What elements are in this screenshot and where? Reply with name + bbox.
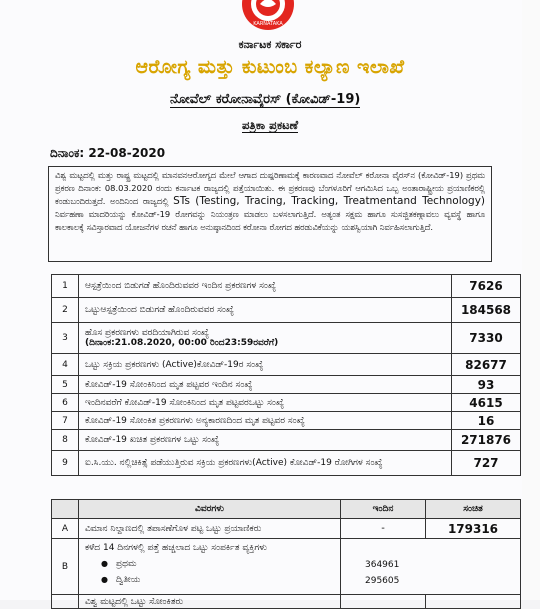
contact-secondary-value: 295605 bbox=[365, 575, 400, 586]
intro-part-2: STs (Testing, Tracing, Tracking, Treatmentand Technology) bbox=[173, 195, 486, 207]
header-blank bbox=[52, 500, 79, 519]
press-release-text: ಪತ್ರಿಕಾ ಪ್ರಕಟಣೆ bbox=[241, 118, 299, 132]
row-number: 2 bbox=[52, 298, 79, 323]
table-row bbox=[52, 595, 521, 609]
intro-part-3: ನಿರ್ವಹಣಾ ಮಾದರಿಯನ್ನು ಕೋವಿಡ್-19 ರೋಗವನ್ನು ನಿಯಂತ್ರಣ ಮಾಡಲು ಬಳಸಲಾಗುತ್ತಿದೆ. ಅತ್ಯಂತ ಸಕ್ಷಮ ಹಾಗೂ ಸುಸಜ್ಜಿತಕಣ್ಗಾವಲು ವ್ಯವಸ್ಥೆ ಹಾಗೂ ಕಾಲಕಾಲಕ್ಕೆ ಸವಿಸ್ತಾರವಾದ ಯೋಜನೆಗಳ ರಚನೆ ಹಾಗೂ ಅನುಷ್ಠಾನದಿಂದ ಕರೋನಾ ರೋಗದ ಹರಡುವಿಕೆಯನ್ನು ಯಶಸ್ವಿಯಾಗಿ ನಿರ್ವಹಿಸಲಾಗುತ್ತಿದೆ. bbox=[55, 209, 485, 232]
release-date: ದಿನಾಂಕ: 22-08-2020 bbox=[50, 146, 166, 160]
emblem-text: KARNATAKA bbox=[253, 21, 283, 27]
row-value: 4615 bbox=[452, 394, 521, 412]
row-number: 3 bbox=[52, 323, 79, 354]
covid-stats-table bbox=[51, 274, 521, 476]
table-row bbox=[52, 354, 521, 376]
row-number: 5 bbox=[52, 376, 79, 394]
row-value: 7330 bbox=[452, 323, 521, 354]
row-total bbox=[426, 595, 521, 609]
intro-part-1: ವಿಶ್ವ ಮಟ್ಟದಲ್ಲಿ ಮತ್ತು ರಾಷ್ಟ್ರ ಮಟ್ಟದಲ್ಲಿ ಮಾನವನಆರೋಗ್ಯದ ಮೇಲೆ ಆಗಾದ ದುಷ್ಪರಿಣಾಮಕ್ಕೆ ಕಾರಣವಾದ ನೋವೆಲ್ ಕರೋನಾ ವೈರಸ್‌ನ (ಕೋವಿಡ್-19) ಪ್ರಥಮ ಪ್ರಕರಣ ದಿನಾಂಕ: 08.03.2020 ರಂದು ಕರ್ನಾಟಕ ರಾಜ್ಯದಲ್ಲಿ ಪತ್ತೆಯಾಯಿತು. ಈ ಪ್ರಕರಣವು ಬೆಂಗಳೂರಿಗೆ ಆಗಮಿಸಿದ ಒಬ್ಬ ಅಂತಾರಾಷ್ಟ್ರೀಯ ಪ್ರಯಾಣಿಕರಲ್ಲಿ ಕಂಡುಬಂದಿರುತ್ತದೆ. ಅಂದಿನಿಂದ ರಾಜ್ಯದಲ್ಲಿ bbox=[55, 170, 485, 206]
row-label: ಇಂದಿನವರೆಗೆ ಕೋವಿಡ್-19 ಸೋಂಕಿನಿಂದ ಮೃತ ಪಟ್ಟವರಒಟ್ಟು ಸಂಖ್ಯೆ bbox=[79, 394, 452, 412]
header-details: ವಿವರಗಳು bbox=[79, 500, 341, 519]
table-row bbox=[52, 275, 521, 298]
table-row bbox=[52, 376, 521, 394]
row-number: 6 bbox=[52, 394, 79, 412]
row-value: 82677 bbox=[452, 354, 521, 376]
bullet-list bbox=[101, 559, 334, 585]
row-value: 271876 bbox=[452, 430, 521, 451]
table-row bbox=[52, 298, 521, 323]
subject-title bbox=[170, 92, 360, 107]
row-value: 184568 bbox=[452, 298, 521, 323]
row-label: ಕೋವಿಡ್-19 ಸೋಂಕಿತ ಪ್ರಕರಣಗಳು ಅನ್ಯಕಾರಣದಿಂದ ಮೃತ ಪಟ್ಟವರ ಸಂಖ್ಯೆ bbox=[79, 412, 452, 430]
row-label: ಒಟ್ಟುಆಸ್ಪತ್ರೆಯಿಂದ ಬಿಡುಗಡೆ ಹೊಂದಿರುವವರ ಸಂಖ್ಯೆ bbox=[79, 298, 452, 323]
row-label: ವಿಶ್ವ ಮಟ್ಟದಲ್ಲಿ ಒಟ್ಟು ಸೋಂಕಿತರು bbox=[79, 595, 341, 609]
contact-primary-value: 364961 bbox=[365, 559, 400, 570]
list-item: ● ಪ್ರಥಮ bbox=[101, 559, 334, 569]
row-value: 16 bbox=[452, 412, 521, 430]
header-total: ಸಂಚಿತ bbox=[426, 500, 521, 519]
row-label: ಕಳೆದ 14 ದಿನಗಳಲ್ಲಿ ಪತ್ತೆ ಹಚ್ಚಲಾದ ಒಟ್ಟು ಸಂಪರ್ಕಿತ ವ್ಯಕ್ತಿಗಳು bbox=[85, 542, 267, 553]
row-values bbox=[341, 539, 521, 595]
row-number: 7 bbox=[52, 412, 79, 430]
table-row bbox=[52, 412, 521, 430]
row-number: 8 bbox=[52, 430, 79, 451]
row-value: 7626 bbox=[452, 275, 521, 298]
department-title: ಆರೋಗ್ಯ ಮತ್ತು ಕುಟುಂಬ ಕಲ್ಯಾಣ ಇಲಾಖೆ bbox=[135, 56, 405, 78]
row-label: ಒಟ್ಟು ಸಕ್ರಿಯ ಪ್ರಕರಣಗಳು (Active)ಕೋವಿಡ್-19ರ ಸಂಖ್ಯೆ bbox=[79, 354, 452, 376]
header-today: ಇಂದಿನ bbox=[341, 500, 426, 519]
list-item: ● ದ್ವಿತೀಯ bbox=[101, 575, 334, 585]
row-number: 4 bbox=[52, 354, 79, 376]
row-label: ಐ.ಸಿ.ಯು. ನಲ್ಲಿಚಿಕಿತ್ಸೆ ಪಡೆಯುತ್ತಿರುವ ಸಕ್ರಿಯ ಪ್ರಕರಣಗಳು(Active) ಕೋವಿಡ್-19 ರೋಗಿಗಳ ಸಂಖ್ಯೆ bbox=[79, 451, 452, 476]
table-row bbox=[52, 430, 521, 451]
row-letter bbox=[52, 595, 79, 609]
spacer bbox=[365, 545, 514, 557]
row-label: ಕೋವಿಡ್-19 ಖಚಿತ ಪ್ರಕರಣಗಳ ಒಟ್ಟು ಸಂಖ್ಯೆ bbox=[79, 430, 452, 451]
row-label: ಹೊಸ ಪ್ರಕರಣಗಳು ವರದಿಯಾಗಿರುವ ಸಂಖ್ಯೆ bbox=[85, 328, 210, 338]
page-edge bbox=[522, 0, 540, 600]
press-release-heading bbox=[0, 118, 540, 133]
row-label-date: (ದಿನಾಂಕ:21.08.2020, 00:00 ರಿಂದ23:59ರವರೆಗೆ) bbox=[85, 338, 279, 348]
row-letter: A bbox=[52, 519, 79, 539]
row-value: 727 bbox=[452, 451, 521, 476]
row-label: ಆಸ್ಪತ್ರೆಯಿಂದ ಬಿಡುಗಡೆ ಹೊಂದಿರುವವರ ಇಂದಿನ ಪ್ರಕರಣಗಳ ಸಂಖ್ಯೆ bbox=[79, 275, 452, 298]
table-row bbox=[52, 323, 521, 354]
details-table bbox=[51, 499, 521, 609]
table-row bbox=[52, 394, 521, 412]
row-number: 9 bbox=[52, 451, 79, 476]
government-name: ಕರ್ನಾಟಕ ಸರ್ಕಾರ bbox=[238, 38, 302, 51]
karnataka-emblem-icon bbox=[238, 0, 298, 34]
row-label-cell bbox=[79, 539, 341, 595]
row-label: ವಿಮಾನ ನಿಲ್ದಾಣದಲ್ಲಿ ತಪಾಸಣೆಗೊಳ ಪಟ್ಟ ಒಟ್ಟು ಪ್ರಯಾಣಿಕರು bbox=[79, 519, 341, 539]
row-label: ಕೋವಿಡ್-19 ಸೋಂಕಿನಿಂದ ಮೃತ ಪಟ್ಟವರ ಇಂದಿನ ಸಂಖ್ಯೆ bbox=[79, 376, 452, 394]
row-today: - bbox=[341, 519, 426, 539]
table-row bbox=[52, 539, 521, 595]
details-header-row bbox=[52, 500, 521, 519]
row-label-cell bbox=[79, 323, 452, 354]
intro-paragraph bbox=[48, 166, 492, 262]
table-row bbox=[52, 451, 521, 476]
table-row bbox=[52, 519, 521, 539]
row-total: 179316 bbox=[426, 519, 521, 539]
row-value: 93 bbox=[452, 376, 521, 394]
subject-text: ನೋವೆಲ್ ಕರೋನಾವೈರಸ್ (ಕೋವಿಡ್-19) bbox=[170, 92, 361, 107]
row-letter: B bbox=[52, 539, 79, 595]
row-number: 1 bbox=[52, 275, 79, 298]
row-today bbox=[341, 595, 426, 609]
